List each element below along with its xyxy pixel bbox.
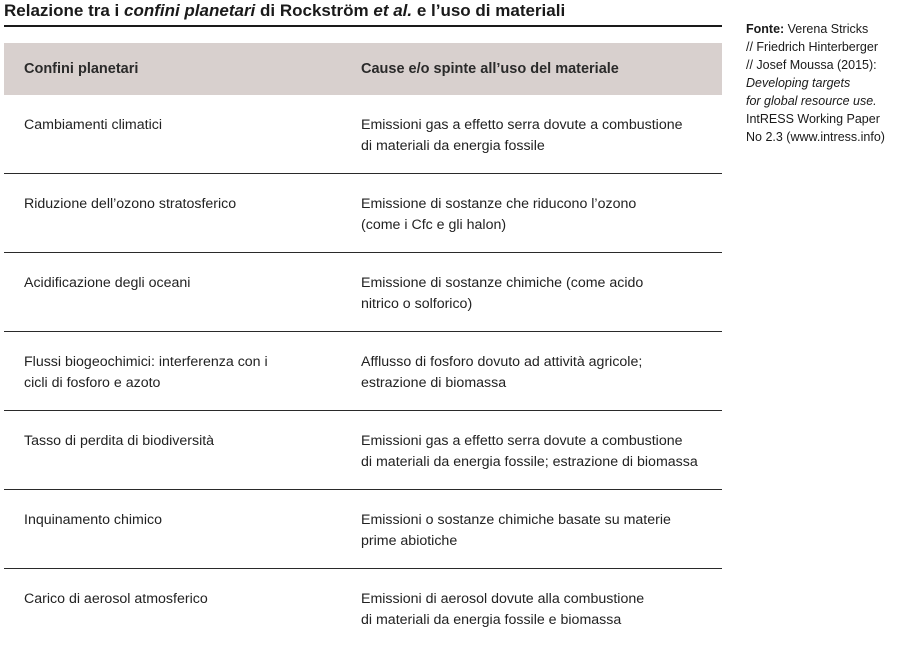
boundary-cell xyxy=(4,174,341,253)
cell-line: cicli di fosforo e azoto xyxy=(24,375,161,391)
cell-line: di materiali da energia fossile e biomassa xyxy=(361,612,622,628)
table-body xyxy=(4,95,722,647)
cell-line: Carico di aerosol atmosferico xyxy=(24,591,208,607)
table-row xyxy=(4,253,722,332)
cell-line: nitrico o solforico) xyxy=(361,296,473,312)
cause-cell xyxy=(341,332,722,411)
table-row xyxy=(4,490,722,569)
cell-line: Emissione di sostanze chimiche (come acido xyxy=(361,275,644,291)
cell-line: Riduzione dell’ozono stratosferico xyxy=(24,196,237,212)
cell-line: Tasso di perdita di biodiversità xyxy=(24,433,215,449)
table-row xyxy=(4,569,722,647)
cell-line: Cambiamenti climatici xyxy=(24,117,162,133)
cause-cell xyxy=(341,174,722,253)
cell-line: estrazione di biomassa xyxy=(361,375,507,391)
cause-cell xyxy=(341,490,722,569)
table-container xyxy=(4,43,722,647)
cell-line: di materiali da energia fossile; estrazione di biomassa xyxy=(361,454,698,470)
boundary-cell xyxy=(4,332,341,411)
column-header-boundaries: Confini planetari xyxy=(4,43,341,95)
cell-line: Inquinamento chimico xyxy=(24,512,163,528)
cell-line: Emissioni di aerosol dovute alla combustione xyxy=(361,591,645,607)
table-row xyxy=(4,174,722,253)
source-note: Fonte: Verena Stricks // Friedrich Hinterberger // Josef Moussa (2015): Developing targets for global resource use. IntRESS Working Paper No 2.3 (www.intress.info) xyxy=(746,22,885,144)
cell-line: Acidificazione degli oceani xyxy=(24,275,191,291)
boundary-cell xyxy=(4,253,341,332)
cell-line: Emissione di sostanze che riducono l’ozono xyxy=(361,196,637,212)
cause-cell xyxy=(341,411,722,490)
cell-line: prime abiotiche xyxy=(361,533,458,549)
table-header-row xyxy=(4,43,722,95)
cell-line: Flussi biogeochimici: interferenza con i xyxy=(24,354,268,370)
cell-line: Emissioni gas a effetto serra dovute a combustione xyxy=(361,117,683,133)
cause-cell xyxy=(341,569,722,647)
cause-cell xyxy=(341,253,722,332)
boundary-cell xyxy=(4,411,341,490)
boundary-cell xyxy=(4,95,341,174)
column-header-causes: Cause e/o spinte all’uso del materiale xyxy=(341,43,722,95)
table-row xyxy=(4,95,722,174)
cell-line: (come i Cfc e gli halon) xyxy=(361,217,507,233)
boundaries-table xyxy=(4,43,722,647)
boundary-cell xyxy=(4,569,341,647)
cause-cell xyxy=(341,95,722,174)
table-row xyxy=(4,411,722,490)
cell-line: Afflusso di fosforo dovuto ad attività agricole; xyxy=(361,354,643,370)
boundary-cell xyxy=(4,490,341,569)
cell-line: Emissioni gas a effetto serra dovute a combustione xyxy=(361,433,683,449)
table-title: Relazione tra i confini planetari di Rockström et al. e l’uso di materiali xyxy=(4,1,722,27)
table-row xyxy=(4,332,722,411)
cell-line: Emissioni o sostanze chimiche basate su materie xyxy=(361,512,671,528)
cell-line: di materiali da energia fossile xyxy=(361,138,545,154)
